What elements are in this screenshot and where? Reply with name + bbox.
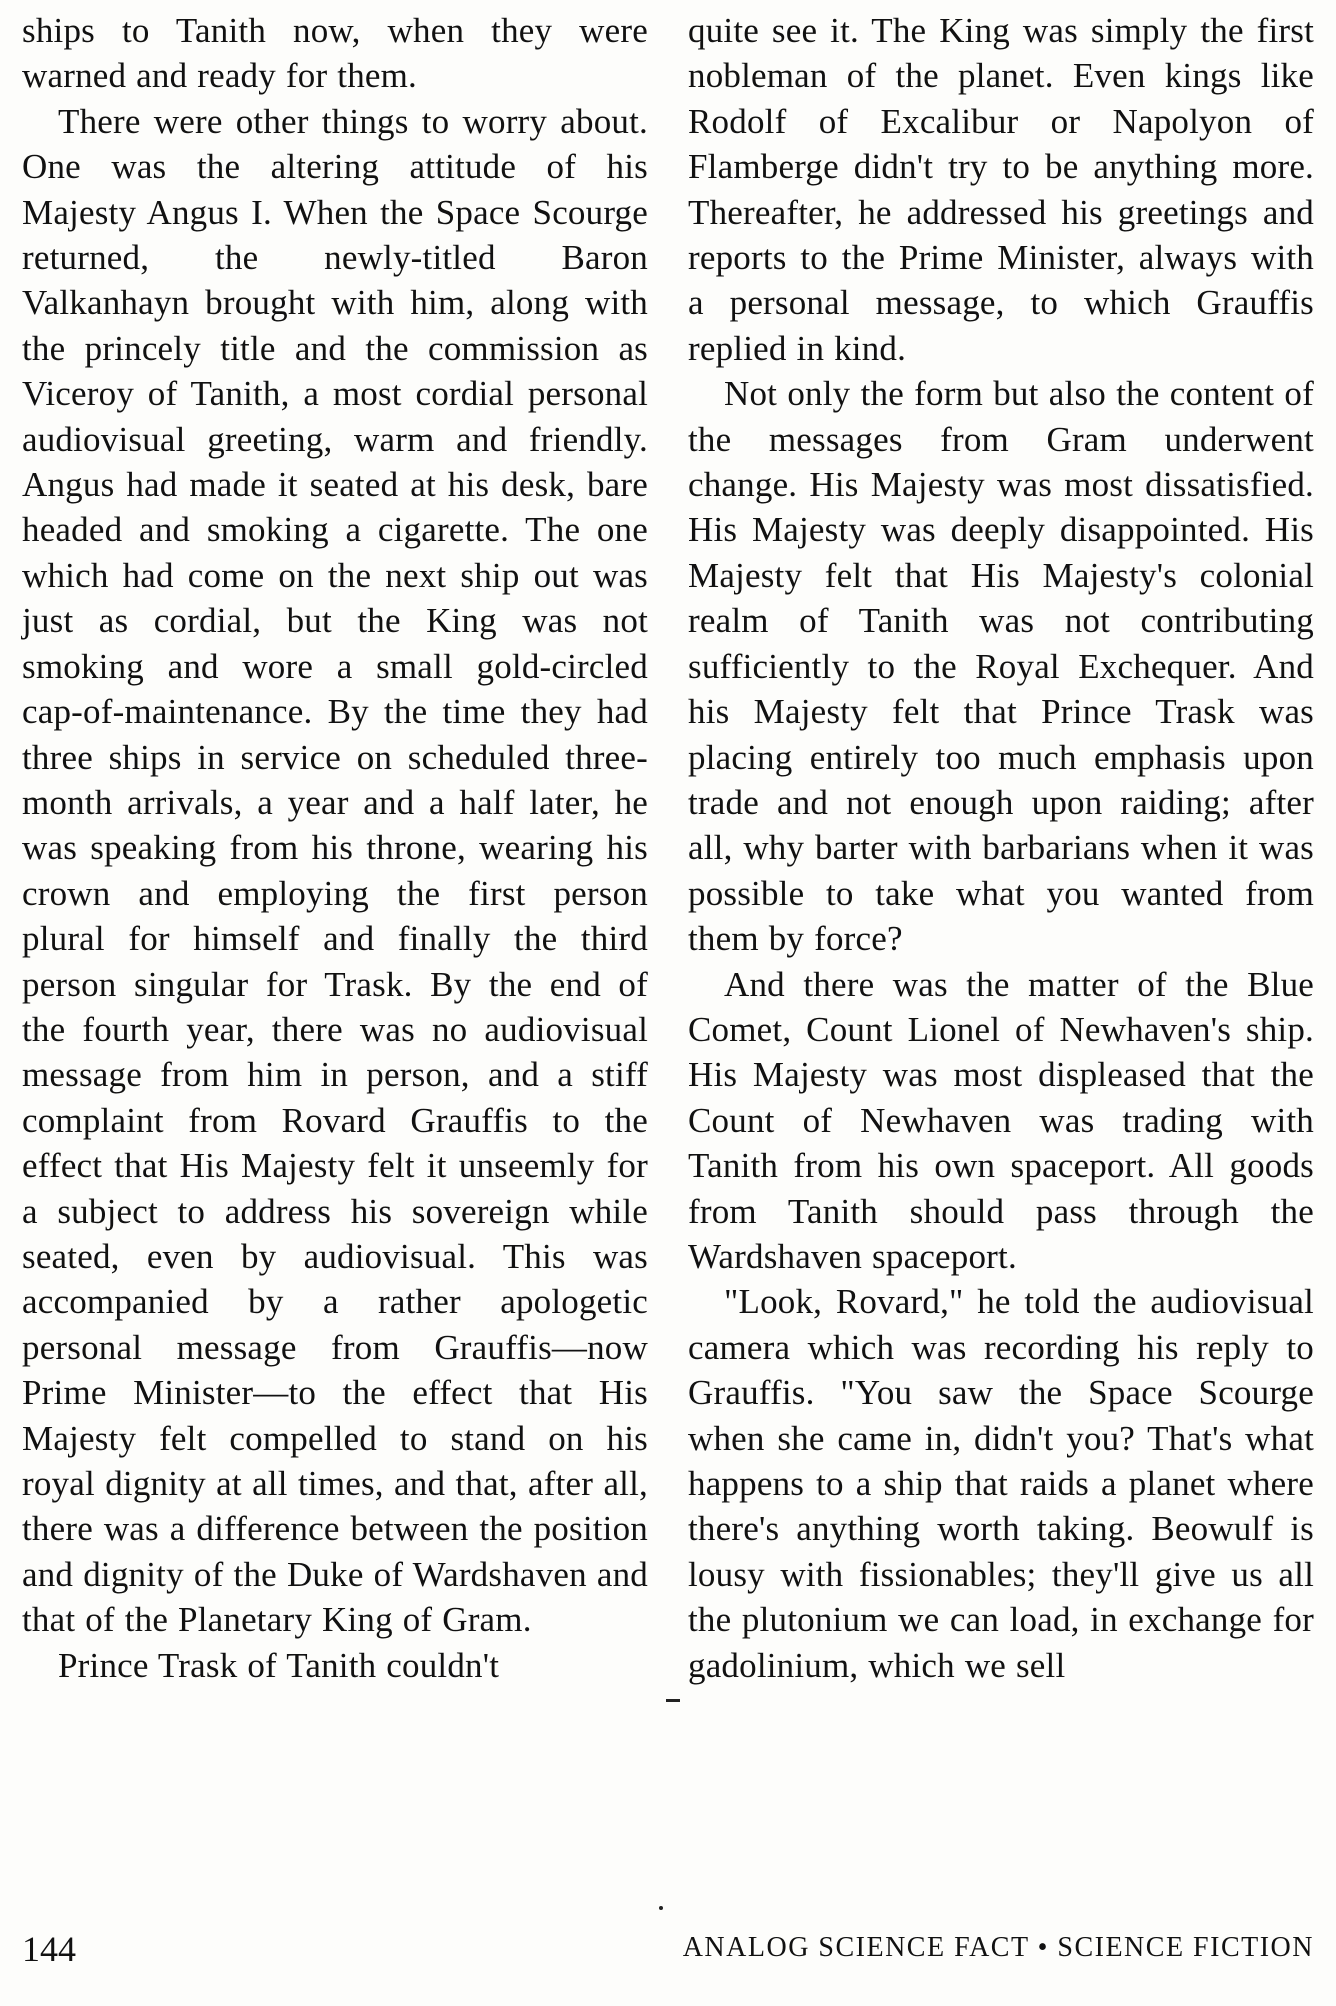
- page-footer: [22, 1928, 1314, 1978]
- left-paragraph-1: ships to Tanith now, when they were warned and ready for them.: [22, 11, 648, 96]
- running-footer-title: ANALOG SCIENCE FACT • SCIENCE FICTION: [682, 1932, 1314, 1963]
- print-dot-mark: [659, 1906, 663, 1910]
- text-columns: [22, 8, 1314, 1688]
- page-number: 144: [22, 1929, 76, 1969]
- left-column: [22, 8, 648, 1688]
- left-paragraph-2: There were other things to worry about. One was the altering attitude of his Majesty Angus I. When the Space Scourge returned, the newly-titled Baron Valkanhayn brought with him, along with the princely title and the commission as Viceroy of Tanith, a most cordial personal audiovisual greeting, warm and friendly. Angus had made it seated at his desk, bare headed and smoking a cigarette. The one which had come on the next ship out was just as cordial, but the King was not smoking and wore a small gold-circled cap-of-maintenance. By the time they had three ships in service on scheduled three-month arrivals, a year and a half later, he was speaking from his throne, wearing his crown and employing the first person plural for himself and finally the third person singular for Trask. By the end of the fourth year, there was no audiovisual message from him in person, and a stiff complaint from Rovard Grauffis to the effect that His Majesty felt it unseemly for a subject to address his sovereign while seated, even by audiovisual. This was accompanied by a rather apologetic personal message from Grauffis—now Prime Minister—to the effect that His Majesty felt compelled to stand on his royal dignity at all times, and that, after all, there was a difference between the position and dignity of the Duke of Wardshaven and that of the Planetary King of Gram.: [22, 101, 648, 1640]
- right-paragraph-1: quite see it. The King was simply the first nobleman of the planet. Even kings like Rodolf of Excalibur or Napolyon of Flamberge didn't try to be anything more. Thereafter, he addressed his greetings and reports to the Prime Minister, always with a personal message, to which Grauffis replied in kind.: [688, 11, 1314, 368]
- margin-dash-mark: [666, 1699, 680, 1702]
- right-paragraph-4: "Look, Rovard," he told the audiovisual camera which was recording his reply to Grauffis. "You saw the Space Scourge when she came in, didn't you? That's what happens to a ship that raids a planet where there's anything worth taking. Beowulf is lousy with fissionables; they'll give us all the plutonium we can load, in exchange for gadolinium, which we sell: [688, 1282, 1314, 1685]
- left-paragraph-3: Prince Trask of Tanith couldn't: [58, 1645, 500, 1685]
- right-paragraph-3: And there was the matter of the Blue Comet, Count Lionel of Newhaven's ship. His Majesty was most displeased that the Count of Newhaven was trading with Tanith from his own spaceport. All goods from Tanith should pass through the Wardshaven spaceport.: [688, 964, 1314, 1276]
- right-paragraph-2: Not only the form but also the content of the messages from Gram underwent change. His Majesty was most dissatisfied. His Majesty was deeply disappointed. His Majesty felt that His Majesty's colonial realm of Tanith was not contributing sufficiently to the Royal Exchequer. And his Majesty felt that Prince Trask was placing entirely too much emphasis upon trade and not enough upon raiding; after all, why barter with barbarians when it was possible to take what you wanted from them by force?: [688, 374, 1314, 959]
- right-column: [688, 8, 1314, 1688]
